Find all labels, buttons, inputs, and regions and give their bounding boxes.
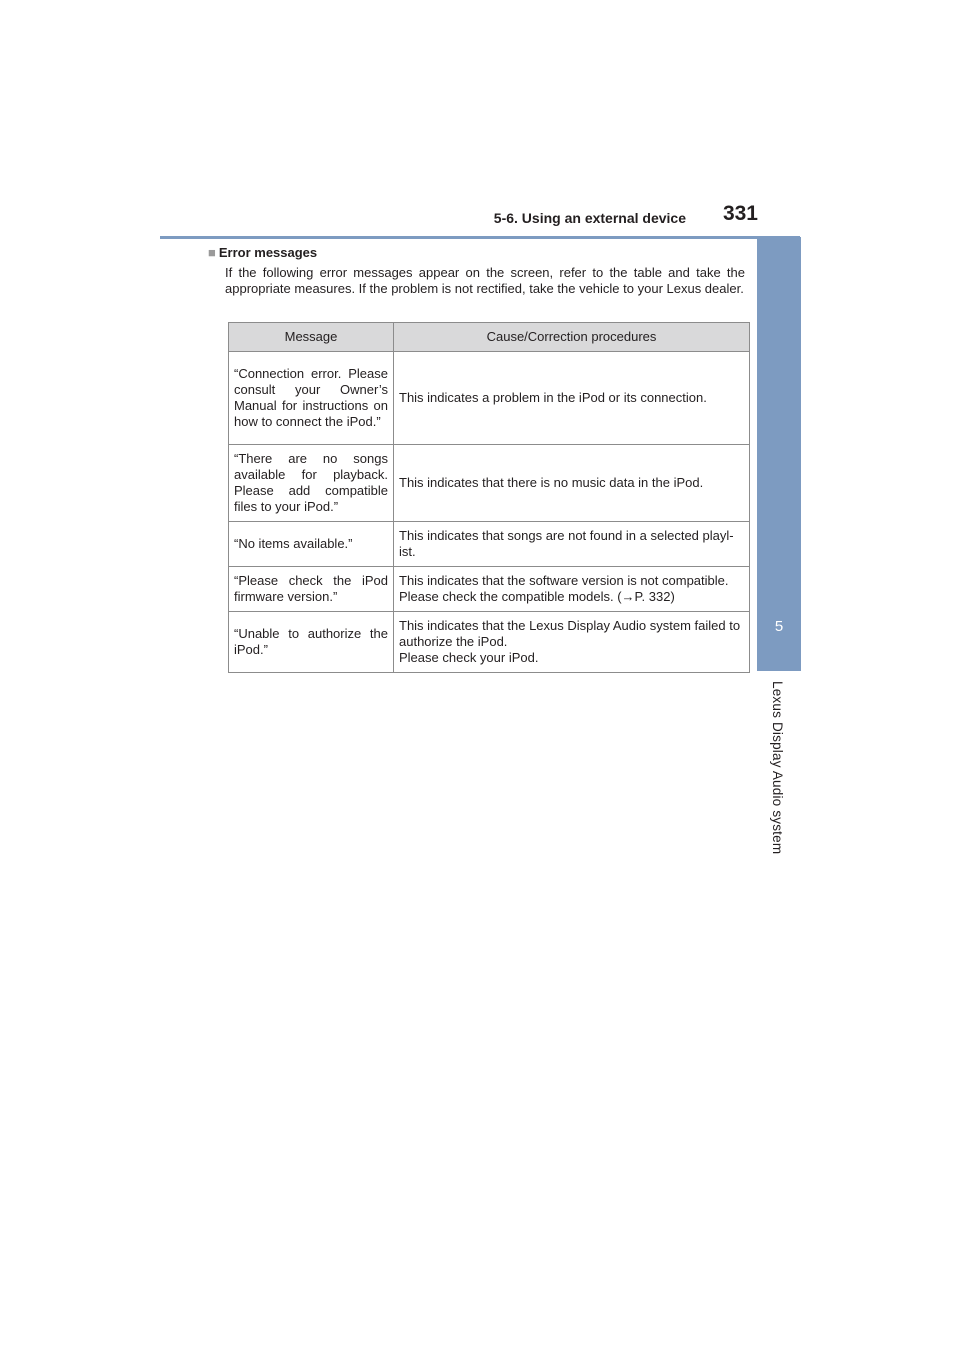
- cause-cell: [394, 567, 750, 612]
- table-row: [229, 352, 750, 445]
- section-title: Error messages: [218, 245, 318, 260]
- header-section-title: 5-6. Using an external device: [493, 210, 686, 226]
- cause-text: This indicates that songs are not found in a selected playl-ist.: [399, 528, 734, 559]
- column-header-message: Message: [229, 323, 394, 352]
- page-header: [160, 200, 800, 239]
- square-bullet-icon: ■: [208, 245, 216, 260]
- cause-text: Please check the compatible models. (→P. 332): [399, 589, 675, 604]
- table-row: [229, 522, 750, 567]
- cause-text: Please check your iPod.: [399, 650, 539, 665]
- table-row: [229, 445, 750, 522]
- page-number: 331: [722, 202, 758, 225]
- table-header-row: [229, 323, 750, 352]
- chapter-number: 5: [774, 618, 784, 635]
- error-messages-table: [228, 322, 750, 673]
- section-heading: [208, 245, 317, 260]
- cause-cell: [394, 445, 750, 522]
- cause-text: This indicates that the software version is not compatible.: [399, 573, 729, 588]
- message-cell: “Please check the iPod firmware version.”: [229, 567, 394, 612]
- cause-cell: [394, 352, 750, 445]
- message-cell: “Unable to authorize the iPod.”: [229, 612, 394, 673]
- cause-cell: [394, 612, 750, 673]
- cause-text: This indicates that the Lexus Display Audio system failed to authorize the iPod.: [399, 618, 741, 649]
- table-row: [229, 567, 750, 612]
- table-row: [229, 612, 750, 673]
- section-intro: If the following error messages appear on the screen, refer to the table and take the appropriate measures. If the problem is not rectified, take the vehicle to your Lexus dealer.: [225, 265, 745, 296]
- message-cell: “There are no songs available for playback. Please add compatible files to your iPod.”: [229, 445, 394, 522]
- chapter-title: Lexus Display Audio system: [770, 681, 785, 855]
- cause-text: This indicates that there is no music data in the iPod.: [399, 475, 704, 490]
- cause-text: This indicates a problem in the iPod or its connection.: [399, 390, 707, 405]
- cause-cell: [394, 522, 750, 567]
- message-cell: “Connection error. Please consult your Owner’s Manual for instructions on how to connect the iPod.”: [229, 352, 394, 445]
- column-header-cause: Cause/Correction procedures: [394, 323, 750, 352]
- message-cell: “No items available.”: [229, 522, 394, 567]
- chapter-side-tab: [757, 237, 801, 671]
